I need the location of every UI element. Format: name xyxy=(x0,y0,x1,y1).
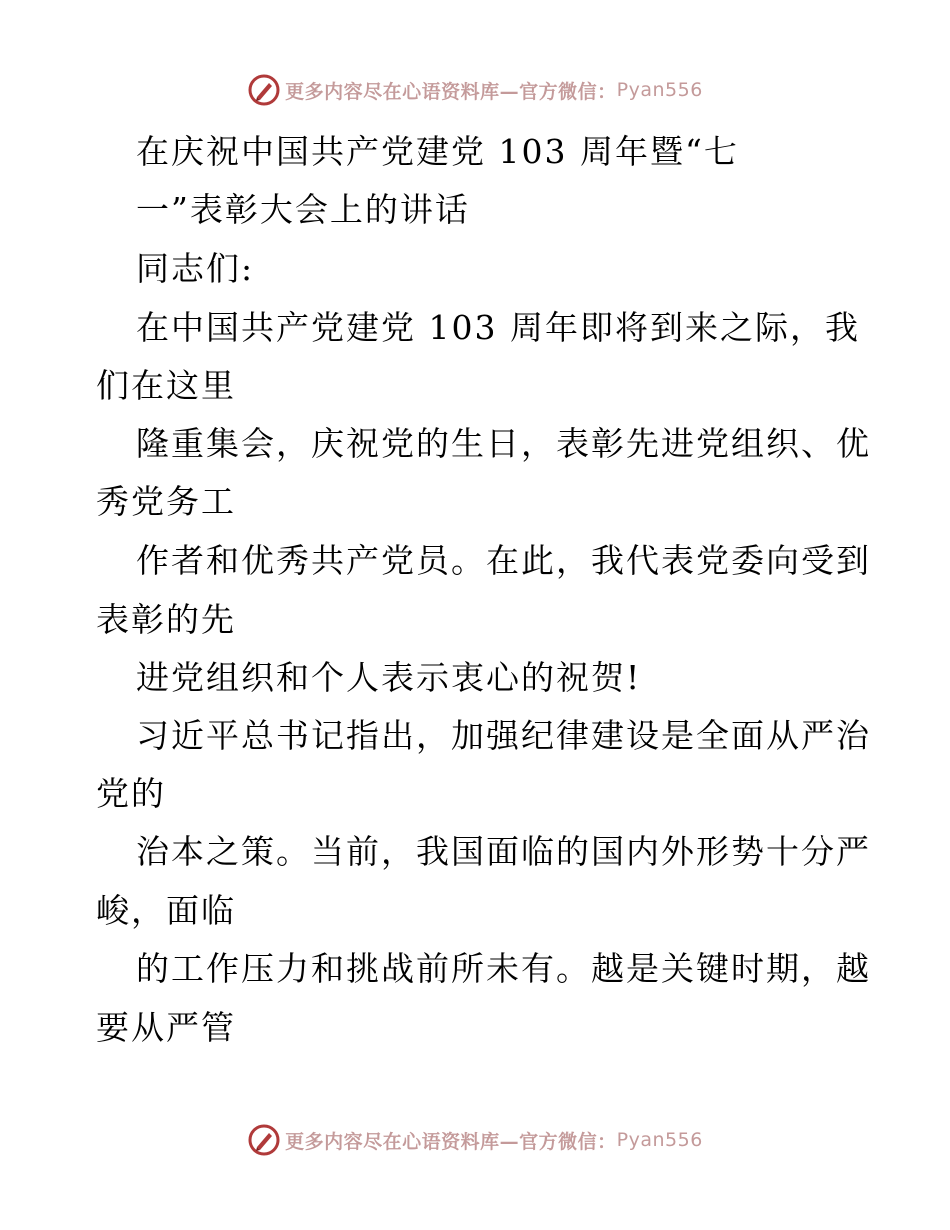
doc-line: 秀党务工 xyxy=(96,482,236,521)
doc-line: 峻，面临 xyxy=(96,891,236,930)
doc-line: 治本之策。当前，我国面临的国内外形势十分严 xyxy=(136,832,871,871)
banner-wechat-id: Pyan556 xyxy=(616,1129,703,1151)
footer-banner xyxy=(0,1120,950,1160)
banner-wechat-id: Pyan556 xyxy=(616,79,703,101)
doc-title-line-2: 一”表彰大会上的讲话 xyxy=(136,190,470,229)
banner-text: 更多内容尽在心语资料库—官方微信： xyxy=(285,1130,617,1153)
doc-line: 在中国共产党建党 103 周年即将到来之际，我 xyxy=(136,308,860,347)
doc-line: 要从严管 xyxy=(96,1008,236,1047)
doc-line: 习近平总书记指出，加强纪律建设是全面从严治 xyxy=(136,716,871,755)
doc-line: 表彰的先 xyxy=(96,600,236,639)
doc-line: 的工作压力和挑战前所未有。越是关键时期，越 xyxy=(136,949,871,988)
doc-line: 隆重集会，庆祝党的生日，表彰先进党组织、优 xyxy=(136,424,871,463)
doc-line: 党的 xyxy=(96,774,166,813)
doc-line: 们在这里 xyxy=(96,366,236,405)
doc-line: 同志们: xyxy=(136,249,255,288)
doc-line: 作者和优秀共产党员。在此，我代表党委向受到 xyxy=(136,541,871,580)
pen-logo-icon xyxy=(247,1123,281,1157)
banner-text: 更多内容尽在心语资料库—官方微信： xyxy=(285,80,617,103)
header-banner xyxy=(0,70,950,110)
doc-title-line-1: 在庆祝中国共产党建党 103 周年暨“七 xyxy=(136,132,739,171)
pen-logo-icon xyxy=(247,73,281,107)
doc-line: 进党组织和个人表示衷心的祝贺! xyxy=(136,658,642,697)
